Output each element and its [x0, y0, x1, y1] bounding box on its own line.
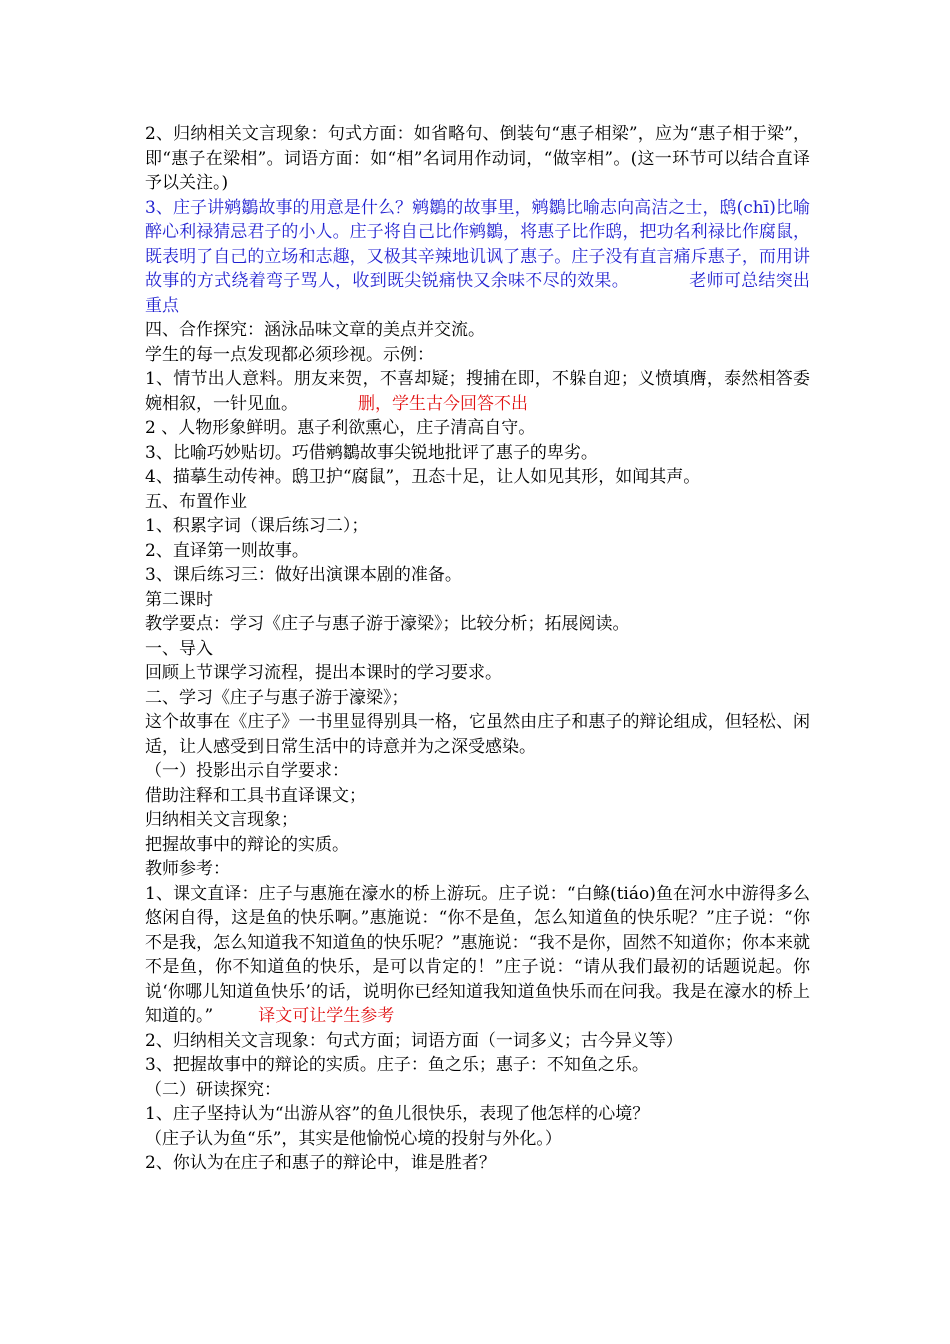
- paragraph: 四、合作探究：涵泳品味文章的美点并交流。: [145, 320, 485, 340]
- section-heading: 二、学习《庄子与惠子游于濠梁》；: [145, 687, 409, 708]
- paragraph: 教学要点：学习《庄子与惠子游于濠梁》；比较分析；拓展阅读。: [145, 614, 630, 634]
- paragraph: 3、把握故事中的辩论的实质。庄子：鱼之乐；惠子：不知鱼之乐。: [145, 1055, 649, 1075]
- teacher-note: 译文可让学生参考: [258, 1006, 395, 1026]
- paragraph: 2、归纳相关文言现象：句式方面：如省略句、倒装句“惠子相梁”，应为“惠子相于梁”，即“惠子在梁相”。词语方面：如“相”名词用作动词，“做宰相”。(这一环节可以结合直译予以关注。): [145, 124, 810, 193]
- section-heading: 五、布置作业: [145, 491, 247, 512]
- paragraph: 3、课后练习三：做好出演课本剧的准备。: [145, 565, 462, 585]
- paragraph: 学生的每一点发现都必须珍视。示例：: [145, 344, 434, 365]
- teacher-note: 老师可总结突出重点: [145, 271, 810, 316]
- teacher-note: 删，学生古今回答不出: [358, 393, 528, 414]
- paragraph: 2、直译第一则故事。: [145, 540, 309, 561]
- paragraph: 1、庄子坚持认为“出游从容”的鱼儿很快乐，表现了他怎样的心境？: [145, 1104, 650, 1124]
- paragraph: 回顾上节课学习流程，提出本课时的学习要求。: [145, 663, 502, 683]
- paragraph: 2 、人物形象鲜明。惠子利欲熏心，庄子清高自守。: [145, 418, 536, 438]
- section-heading: 一、导入: [145, 638, 213, 659]
- paragraph: 3、比喻巧妙贴切。巧借鹓鶵故事尖锐地批评了惠子的卑劣。: [145, 442, 598, 463]
- paragraph-highlighted: [145, 196, 810, 319]
- paragraph-text: 3、庄子讲鹓鶵故事的用意是什么？鹓鶵的故事里，鹓鶵比喻志向高洁之士，鸱(chī)比喻醉心利禄猜忌君子的小人。庄子将自己比作鹓鶵，将惠子比作鸱，把功名利禄比作腐鼠，既表明了自己的立场和志趣，又极其辛辣地讥讽了惠子。庄子没有直言痛斥惠子，而用讲故事的方式绕着弯子骂人，收到既尖锐痛快又余味不尽的效果。: [145, 197, 810, 291]
- paragraph: 教师参考：: [145, 859, 230, 879]
- paragraph: 归纳相关文言现象；: [145, 810, 298, 830]
- paragraph: 1、积累字词（课后练习二）；: [145, 516, 369, 536]
- paragraph: 把握故事中的辩论的实质。: [145, 834, 349, 855]
- paragraph: 1、课文直译：庄子与惠施在濠水的桥上游玩。庄子说：“白鲦(tiáo)鱼在河水中游得多么悠闲自得，这是鱼的快乐啊。”惠施说：“你不是鱼，怎么知道鱼的快乐呢？”庄子说：“你不是我，怎么知道我不知道鱼的快乐呢？”惠施说：“我不是你，固然不知道你；你本来就不是鱼，你不知道鱼的快乐，是可以肯定的！”庄子说：“请从我们最初的话题说起。你说‘你哪儿知道鱼快乐’的话，说明你已经知道我知道鱼快乐而在问我。我是在濠水的桥上知道的。” 译文可让学生参考: [145, 883, 810, 1026]
- paragraph: 2、归纳相关文言现象：句式方面；词语方面（一词多义；古今异义等）: [145, 1030, 683, 1051]
- paragraph: （二）研读探究：: [145, 1079, 281, 1100]
- paragraph: （一）投影出示自学要求：: [145, 761, 349, 781]
- paragraph: 1、情节出人意料。朋友来贺，不喜却疑；搜捕在即，不躲自迎；义愤填膺，泰然相答委婉相叙，一针见血。 删，学生古今回答不出: [145, 369, 810, 414]
- section-heading: 第二课时: [145, 589, 213, 610]
- paragraph: 借助注释和工具书直译课文；: [145, 785, 366, 806]
- document-body: [145, 122, 810, 1176]
- paragraph: 2、你认为在庄子和惠子的辩论中，谁是胜者？: [145, 1153, 496, 1173]
- paragraph: 这个故事在《庄子》一书里显得别具一格，它虽然由庄子和惠子的辩论组成，但轻松、闲适，让人感受到日常生活中的诗意并为之深受感染。: [145, 712, 810, 757]
- paragraph: 4、描摹生动传神。鸱卫护“腐鼠”，丑态十足，让人如见其形，如闻其声。: [145, 467, 701, 487]
- paragraph: （庄子认为鱼“乐”，其实是他愉悦心境的投射与外化。）: [145, 1128, 562, 1149]
